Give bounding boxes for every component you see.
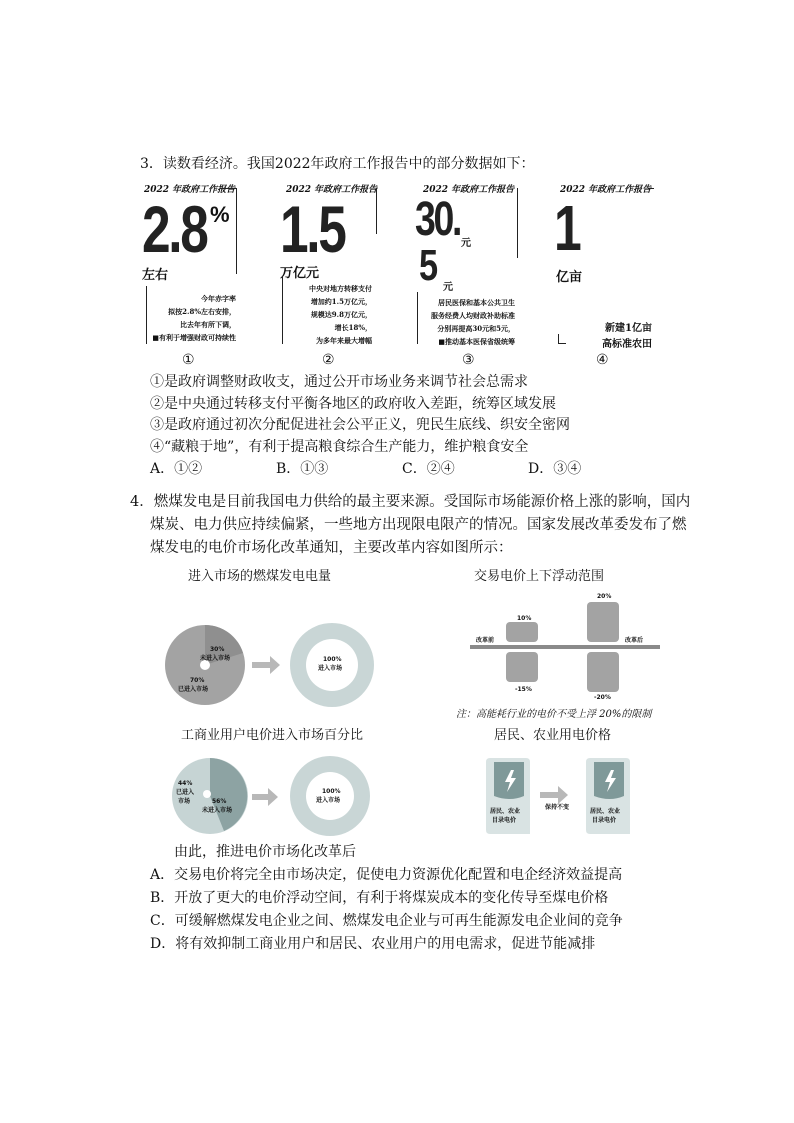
fig3-b-text: 未进入市场 xyxy=(202,807,233,814)
card-percent-sign: % xyxy=(210,202,230,227)
card-big-number: 30. xyxy=(415,193,461,246)
statement-2: ②是中央通过转移支付平衡各地区的政府收入差距，统筹区域发展 xyxy=(150,396,556,412)
card-text-1: 新建1亿亩 xyxy=(605,323,652,334)
card-label-4: ④ xyxy=(596,352,609,368)
card-text-4: ■推动基本医保省级统筹 xyxy=(438,337,515,346)
fig2-note: 注：高能耗行业的电价不受上浮 20%的限制 xyxy=(456,709,652,720)
card-header: 2022 年政府工作报告 xyxy=(560,185,652,195)
fig3-a-text2: 市场 xyxy=(178,798,191,805)
card-unit-1: 元 xyxy=(461,238,471,249)
q4-stem-line-2: 煤炭、电力供应持续偏紧，一些地方出现限电限产的情况。国家发展改革委发布了燃 xyxy=(150,517,687,533)
fig4-arrow-text: 保持不变 xyxy=(545,804,570,811)
arrow-icon xyxy=(540,786,568,804)
card-big-number: 1 xyxy=(554,192,580,264)
option-c[interactable]: C．②④ xyxy=(402,461,455,477)
card-unit: 左右 xyxy=(142,268,169,283)
fig2-bar-graphic xyxy=(470,598,690,708)
fig1-after-text: 进入市场 xyxy=(318,665,343,672)
option-d[interactable]: D．③④ xyxy=(528,461,582,477)
card-text-1: 今年赤字率 xyxy=(201,294,236,303)
card-text-2: 拟按2.8%左右安排， xyxy=(168,307,236,316)
bar-down-after xyxy=(587,652,619,692)
q4-conclusion: 由此，推进电价市场化改革后 xyxy=(174,844,356,860)
card-big-number-2: 5 xyxy=(419,241,436,290)
card-text-5: 为多年来最大增幅 xyxy=(316,336,372,345)
option-a[interactable]: A．①② xyxy=(150,461,203,477)
card-unit: 亿亩 xyxy=(556,270,583,285)
card-text-2: 服务经费人均财政补助标准 xyxy=(431,311,515,320)
baseline xyxy=(470,645,660,649)
fig3-a-label: 44% xyxy=(178,780,193,787)
option-b[interactable]: B．开放了更大的电价浮动空间，有利于将煤炭成本的变化传导至煤电价格 xyxy=(150,890,609,906)
statement-3: ③是政府通过初次分配促进社会公平正义，兜民生底线、织安全密网 xyxy=(150,417,570,433)
report-card-1 xyxy=(140,182,240,350)
q4-stem-line-1: 4．燃煤发电是目前我国电力供给的最主要来源。受国际市场能源价格上涨的影响，国内 xyxy=(130,494,691,510)
card-unit: 万亿元 xyxy=(280,266,320,281)
fig2-down-after: -20% xyxy=(594,694,611,701)
fig2-after-label: 改革后 xyxy=(625,637,644,644)
card-text-3: 比去年有所下调， xyxy=(180,320,236,329)
q3-stem: 3．读数看经济。我国2022年政府工作报告中的部分数据如下： xyxy=(140,156,535,172)
card-text-1: 中央对地方转移支付 xyxy=(309,284,372,293)
card-text-3: 规模达9.8万亿元， xyxy=(310,310,372,319)
fig2-down-before: -15% xyxy=(515,686,532,693)
option-a[interactable]: A．交易电价将完全由市场决定，促使电力资源优化配置和电企经济效益提高 xyxy=(150,867,623,883)
bar-down-before xyxy=(506,652,538,682)
fig4-title: 居民、农业用电价格 xyxy=(494,728,612,743)
card-text-4: 增长18%， xyxy=(334,323,372,332)
card-text-2: 高标准农田 xyxy=(602,339,652,350)
statement-4: ④“藏粮于地”，有利于提高粮食综合生产能力，维护粮食安全 xyxy=(150,439,529,455)
fig1-pie-graphic xyxy=(160,620,400,710)
q4-stem-line-3: 煤发电的电价市场化改革通知，主要改革内容如图所示： xyxy=(150,540,513,556)
card-big-number: 2.8 xyxy=(142,192,207,266)
card-header: 2022 年政府工作报告 xyxy=(423,185,515,195)
fig2-before-label: 改革前 xyxy=(476,637,495,644)
statement-1: ①是政府调整财政收支，通过公开市场业务来调节社会总需求 xyxy=(150,374,528,390)
card-text-1: 居民医保和基本公共卫生 xyxy=(438,298,515,307)
card-header: 2022 年政府工作报告 xyxy=(144,185,236,195)
bar-up-before xyxy=(506,622,538,642)
fig1-a-text: 未进入市场 xyxy=(200,655,231,662)
fig2-up-before: 10% xyxy=(517,615,532,622)
fig1-a-label: 30% xyxy=(210,646,225,653)
card-big-number: 1.5 xyxy=(280,192,345,266)
report-card-2 xyxy=(278,182,378,350)
card-text-2: 增加约1.5万亿元， xyxy=(310,297,372,306)
fig2-up-after: 20% xyxy=(597,593,612,600)
option-b[interactable]: B．①③ xyxy=(276,461,329,477)
arrow-icon xyxy=(252,788,278,806)
card-text-3: 分别再提高30元和5元， xyxy=(437,324,515,333)
fig4-card-text2-after: 目录电价 xyxy=(592,817,617,824)
fig3-pie-graphic xyxy=(170,756,400,842)
fig1-title: 进入市场的燃煤发电电量 xyxy=(188,569,332,584)
report-card-3 xyxy=(413,182,521,350)
card-unit-2: 元 xyxy=(443,282,453,293)
fig3-after-text: 进入市场 xyxy=(316,797,341,804)
card-label-3: ③ xyxy=(462,352,475,368)
fig4-card-text1: 居民、农业 xyxy=(490,808,521,815)
bar-up-after xyxy=(587,602,619,642)
fig3-after-label: 100% xyxy=(322,788,341,795)
fig3-b-label: 56% xyxy=(212,798,227,805)
fig1-after-label: 100% xyxy=(323,656,342,663)
option-c[interactable]: C．可缓解燃煤发电企业之间、燃煤发电企业与可再生能源发电企业间的竞争 xyxy=(150,913,623,929)
fig2-title: 交易电价上下浮动范围 xyxy=(474,569,605,584)
report-card-4 xyxy=(552,182,662,350)
fig1-b-label: 70% xyxy=(190,677,205,684)
fig3-title: 工商业用户电价进入市场百分比 xyxy=(181,728,364,743)
card-label-1: ① xyxy=(182,352,195,368)
card-header: 2022 年政府工作报告 xyxy=(286,185,378,195)
card-label-2: ② xyxy=(322,352,335,368)
card-text-4: ■有利于增强财政可持续性 xyxy=(152,333,236,342)
fig4-card-text2: 目录电价 xyxy=(492,817,517,824)
fig3-a-text1: 已进入 xyxy=(176,789,195,796)
option-d[interactable]: D．将有效抑制工商业用户和居民、农业用户的用电需求，促进节能减排 xyxy=(150,936,596,952)
fig4-card-text1-after: 居民、农业 xyxy=(590,808,621,815)
fig1-b-text: 已进入市场 xyxy=(178,686,209,693)
arrow-icon xyxy=(252,656,280,674)
